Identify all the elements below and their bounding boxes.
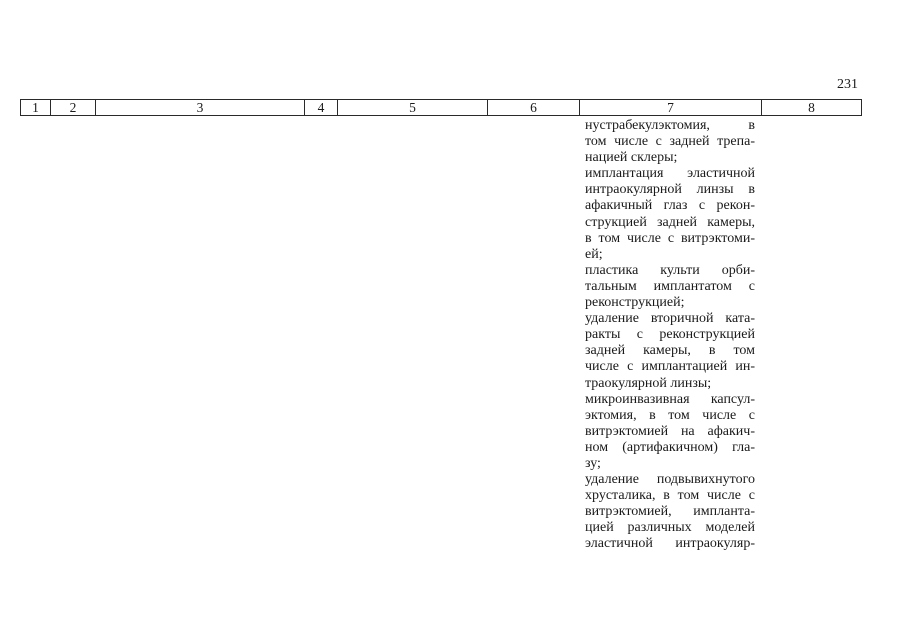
column-header-3: 3: [96, 100, 305, 116]
text-line: траокулярной линзы;: [585, 375, 712, 391]
text-line: тальным имплантатом с: [585, 278, 755, 294]
text-line: струкцией задней камеры,: [585, 214, 755, 230]
text-line: ном (артифакичном) гла-: [585, 439, 755, 455]
text-line: том числе с задней трепа-: [585, 134, 755, 150]
text-line: интраокулярной линзы в: [585, 182, 755, 198]
text-line: витрэктомией, импланта-: [585, 504, 755, 520]
text-line: эктомия, в том числе с: [585, 407, 755, 423]
text-line: цией различных моделей: [585, 520, 755, 536]
text-line: зу;: [585, 455, 601, 471]
text-line: удаление вторичной ката-: [585, 311, 755, 327]
column-header-4: 4: [305, 100, 338, 116]
text-line: эластичной интраокуляр-: [585, 536, 755, 552]
text-line: хрусталика, в том числе с: [585, 488, 755, 504]
text-line: в том числе с витрэктоми-: [585, 230, 755, 246]
text-line: нацией склеры;: [585, 150, 678, 166]
column-header-5: 5: [338, 100, 488, 116]
text-line: афакичный глаз с рекон-: [585, 198, 755, 214]
text-line: числе с имплантацией ин-: [585, 359, 755, 375]
column-header-8: 8: [762, 100, 862, 116]
text-line: витрэктомией на афакич-: [585, 423, 755, 439]
column-7-cell-text: [585, 118, 755, 553]
text-line: ракты с реконструкцией: [585, 327, 755, 343]
column-header-1: 1: [21, 100, 51, 116]
column-header-7: 7: [580, 100, 762, 116]
text-line: пластика культи орби-: [585, 262, 755, 278]
text-line: имплантация эластичной: [585, 166, 755, 182]
column-header-6: 6: [488, 100, 580, 116]
text-line: удаление подвывихнутого: [585, 472, 755, 488]
text-line: нустрабекулэктомия, в: [585, 118, 755, 133]
text-line: микроинвазивная капсул-: [585, 391, 755, 407]
table-header: [20, 99, 862, 116]
text-line: ей;: [585, 246, 603, 262]
text-line: задней камеры, в том: [585, 343, 755, 359]
column-header-2: 2: [51, 100, 96, 116]
page-number: 231: [837, 77, 858, 92]
text-line: реконструкцией;: [585, 295, 685, 311]
